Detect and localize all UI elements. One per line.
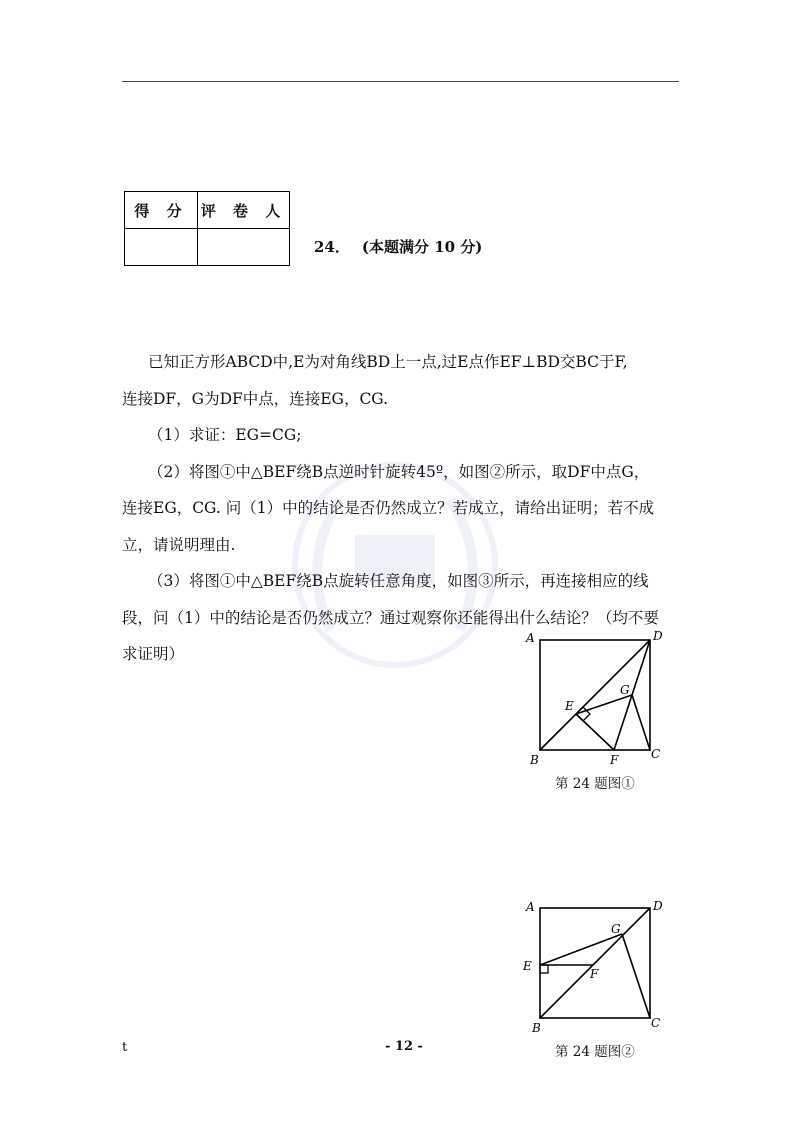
page-number: - 12 - <box>385 1039 423 1054</box>
paragraph: 已知正方形ABCD中,E为对角线BD上一点,过E点作EF⊥BD交BC于F, <box>148 353 628 371</box>
label-B: B <box>532 1021 541 1035</box>
figure-1 <box>522 628 672 772</box>
paragraph: （3）将图①中△BEF绕B点旋转任意角度，如图③所示，再连接相应的线 <box>148 572 649 590</box>
label-F: F <box>590 967 599 981</box>
paragraph: 求证明） <box>122 645 185 663</box>
figure-2 <box>520 898 672 1042</box>
label-F: F <box>610 753 619 767</box>
paragraph: 段，问（1）中的结论是否仍然成立？通过观察你还能得出什么结论？（均不要 <box>122 608 659 627</box>
score-table <box>124 191 290 266</box>
label-C: C <box>651 747 661 761</box>
label-E: E <box>523 959 532 973</box>
figure-2-diagram <box>520 898 672 1038</box>
paragraph: （1）求证：EG=CG; <box>148 426 302 444</box>
question-points: (本题满分 10 分) <box>361 238 483 256</box>
paragraph: 连接DF，G为DF中点，连接EG，CG. <box>122 389 389 408</box>
question-heading <box>314 236 482 257</box>
label-G: G <box>620 683 630 697</box>
label-A: A <box>526 631 535 645</box>
label-E: E <box>565 699 574 713</box>
label-B: B <box>530 753 539 767</box>
label-G: G <box>611 922 621 936</box>
label-D: D <box>653 629 663 643</box>
question-body <box>122 344 682 673</box>
paragraph: 立，请说明理由. <box>122 535 236 554</box>
label-D: D <box>653 899 663 913</box>
label-C: C <box>651 1016 661 1030</box>
score-cell[interactable] <box>125 229 198 266</box>
figure-1-caption: 第 24 题图① <box>555 776 635 792</box>
score-header: 得 分 <box>125 192 198 229</box>
figure-1-diagram <box>522 628 672 768</box>
header-rule <box>122 81 679 82</box>
grader-header: 评 卷 人 <box>198 192 290 229</box>
paragraph: （2）将图①中△BEF绕B点逆时针旋转45º，如图②所示，取DF中点G， <box>148 462 650 481</box>
label-A: A <box>526 900 535 914</box>
figure-2-caption: 第 24 题图② <box>555 1044 635 1060</box>
question-number: 24． <box>314 238 350 256</box>
grader-cell[interactable] <box>198 229 290 266</box>
footer-left-text: t <box>122 1040 128 1055</box>
paragraph: 连接EG，CG. 问（1）中的结论是否仍然成立？若成立，请给出证明；若不成 <box>122 499 655 517</box>
